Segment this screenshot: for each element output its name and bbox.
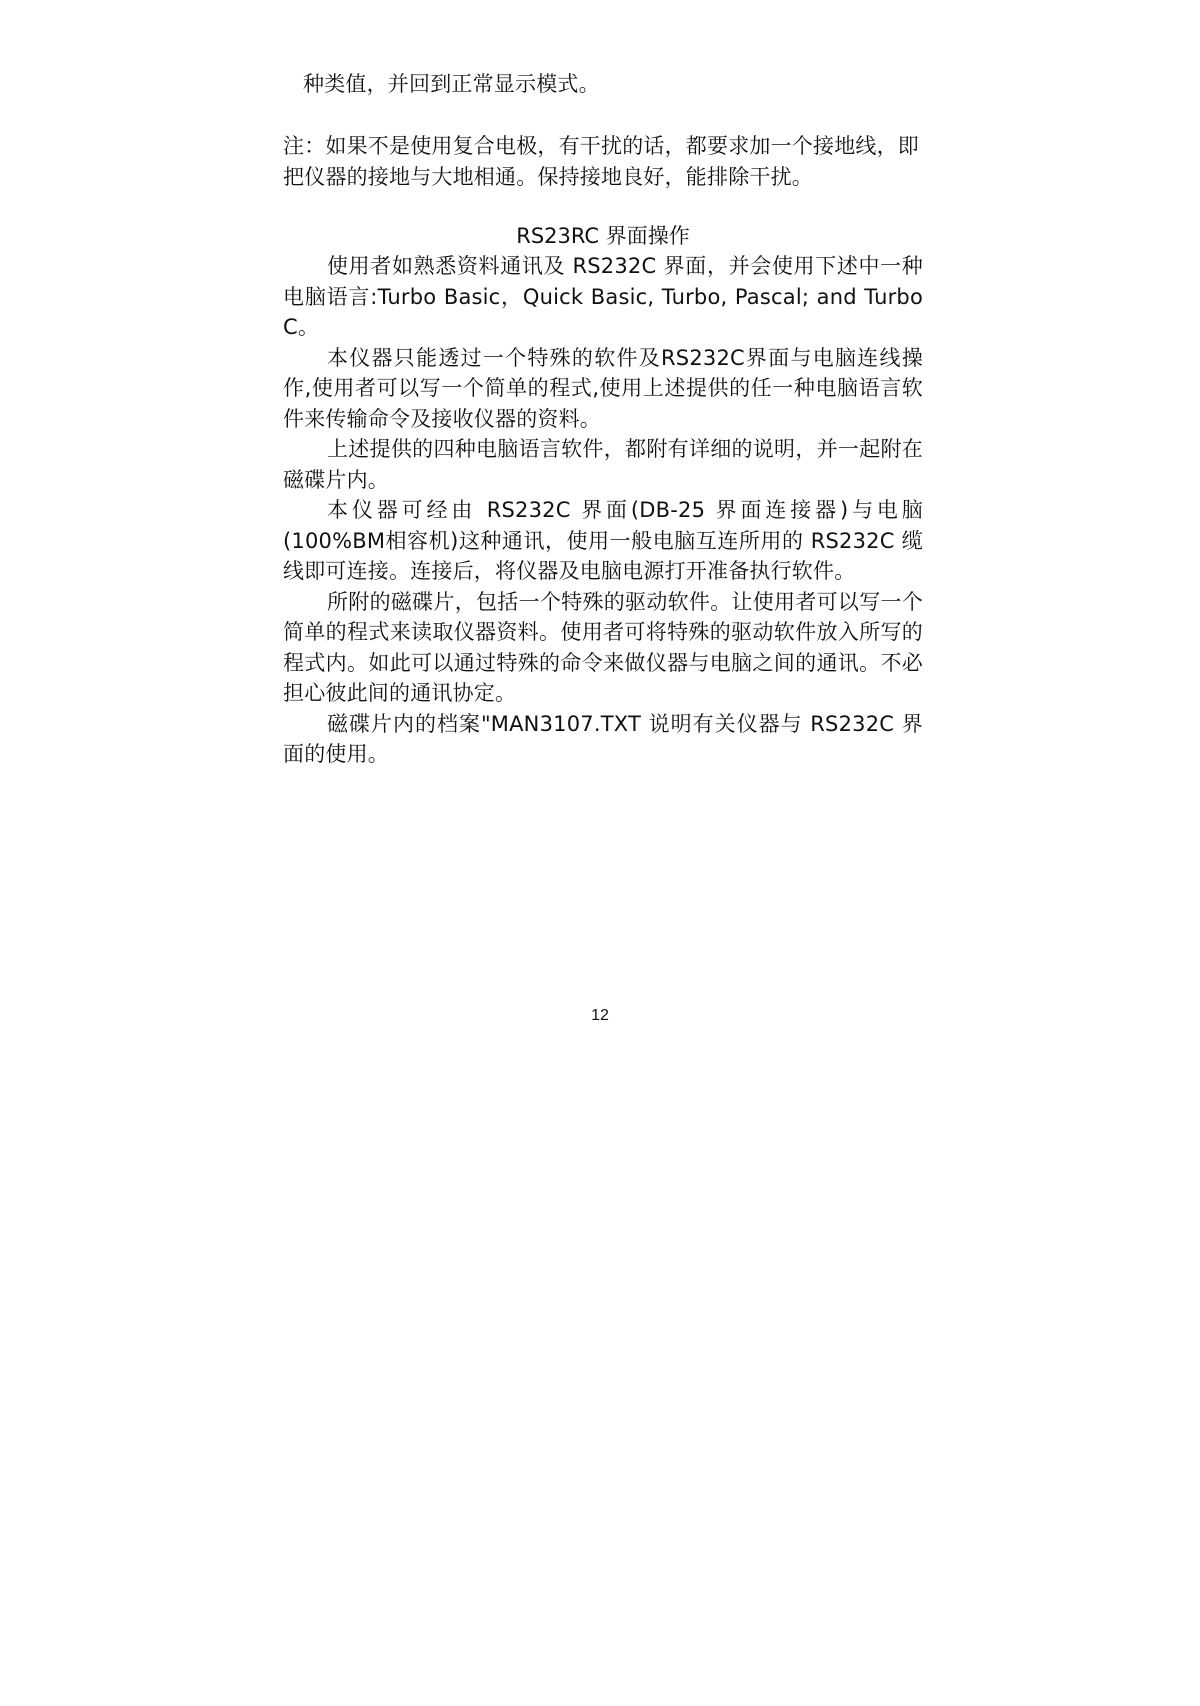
continuation-text	[303, 69, 943, 100]
page-number: 12	[591, 1007, 609, 1024]
section-title: RS23RC 界面操作	[516, 224, 690, 248]
note-line-1: 注：如果不是使用复合电极，有干扰的话，都要求加一个接地线，即	[283, 134, 919, 158]
paragraph: 所附的磁碟片，包括一个特殊的驱动软件。让使用者可以写一个简单的程式来读取仪器资料。使用者可将特殊的驱动软件放入所写的程式内。如此可以通过特殊的命令来做仪器与电脑之间的通讯。不必担心彼此间的通讯协定。	[283, 589, 923, 705]
paragraph: 上述提供的四种电脑语言软件，都附有详细的说明，并一起附在磁碟片内。	[283, 437, 923, 492]
note-line-2: 把仪器的接地与大地相通。保持接地良好，能排除干扰。	[283, 164, 813, 189]
paragraph: 本仪器可经由 RS232C 界面(DB-25 界面连接器)与电脑(100%BM相容机)这种通讯，使用一般电脑互连所用的 RS232C 缆线即可连接。连接后，将仪器及电脑电源打开准备执行软件。	[283, 498, 923, 583]
paragraph: 使用者如熟悉资料通讯及 RS232C 界面，并会使用下述中一种电脑语言:Turbo Basic，Quick Basic, Turbo, Pascal; and Turbo C。	[283, 254, 923, 339]
note-block	[283, 131, 923, 192]
continuation-line: 种类值，并回到正常显示模式。	[303, 72, 600, 96]
body-paragraphs	[283, 251, 923, 770]
paragraph: 磁碟片内的档案"MAN3107.TXT 说明有关仪器与 RS232C 界面的使用。	[283, 711, 923, 766]
paragraph: 本仪器只能透过一个特殊的软件及RS232C界面与电脑连线操作,使用者可以写一个简单的程式,使用上述提供的任一种电脑语言软件来传输命令及接收仪器的资料。	[283, 345, 923, 431]
